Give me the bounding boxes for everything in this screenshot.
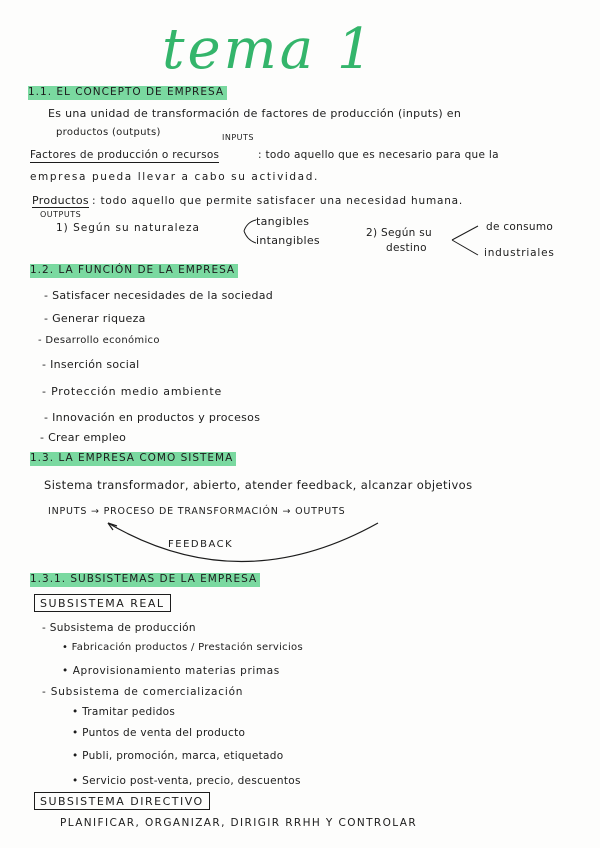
clasificacion-destino-2: destino xyxy=(386,242,427,254)
funcion-item: - Protección medio ambiente xyxy=(42,385,223,398)
section-heading-1-3-1: 1.3.1. SUBSISTEMAS DE LA EMPRESA xyxy=(30,573,260,587)
productos-definition: : todo aquello que permite satisfacer una necesidad humana. xyxy=(92,195,464,207)
productos-term: Productos xyxy=(32,194,89,207)
comercializacion-item: • Servicio post-venta, precio, descuentos xyxy=(72,775,301,787)
produccion-item: • Aprovisionamiento materias primas xyxy=(62,665,280,677)
inputs-note: INPUTS xyxy=(222,133,254,142)
option-intangibles: intangibles xyxy=(256,234,320,247)
outputs-note: OUTPUTS xyxy=(40,210,82,219)
section-heading-1-3: 1.3. LA EMPRESA COMO SISTEMA xyxy=(30,452,236,466)
section-heading-1-2: 1.2. LA FUNCIÓN DE LA EMPRESA xyxy=(30,264,238,278)
definition-line-2: productos (outputs) xyxy=(56,127,161,138)
page-title: tema 1 xyxy=(162,17,376,82)
funcion-item: - Generar riqueza xyxy=(44,312,146,325)
funcion-item: - Inserción social xyxy=(42,358,140,371)
subsistema-directivo-box: SUBSISTEMA DIRECTIVO xyxy=(34,792,210,810)
produccion-item: • Fabricación productos / Prestación servicios xyxy=(62,642,303,653)
funcion-item: - Crear empleo xyxy=(40,431,127,444)
comercializacion-item: • Puntos de venta del producto xyxy=(72,727,246,739)
feedback-label: FEEDBACK xyxy=(168,539,234,550)
factores-term: Factores de producción o recursos xyxy=(30,149,220,161)
clasificacion-naturaleza: 1) Según su naturaleza xyxy=(56,222,200,234)
sistema-flow: INPUTS → PROCESO DE TRANSFORMACIÓN → OUTPUTS xyxy=(48,506,346,517)
funcion-item: - Innovación en productos y procesos xyxy=(44,411,261,424)
section-heading-1-1: 1.1. EL CONCEPTO DE EMPRESA xyxy=(28,86,227,100)
option-consumo: de consumo xyxy=(486,221,554,233)
comercializacion-item: • Publi, promoción, marca, etiquetado xyxy=(72,750,284,762)
option-tangibles: tangibles xyxy=(256,215,310,228)
directivo-text: PLANIFICAR, ORGANIZAR, DIRIGIR RRHH Y CONTROLAR xyxy=(60,817,418,829)
subsistema-comercializacion: - Subsistema de comercialización xyxy=(42,686,244,698)
factores-definition: : todo aquello que es necesario para que la xyxy=(258,149,499,161)
funcion-item: - Desarrollo económico xyxy=(38,335,160,346)
option-industriales: industriales xyxy=(484,247,555,259)
subsistema-real-box: SUBSISTEMA REAL xyxy=(34,594,171,612)
factores-definition-2: empresa pueda llevar a cabo su actividad. xyxy=(30,171,319,183)
comercializacion-item: • Tramitar pedidos xyxy=(72,706,176,718)
clasificacion-destino-1: 2) Según su xyxy=(366,227,432,239)
subsistema-produccion: - Subsistema de producción xyxy=(42,622,196,634)
funcion-item: - Satisfacer necesidades de la sociedad xyxy=(44,289,274,302)
definition-line-1: Es una unidad de transformación de factores de producción (inputs) en xyxy=(48,107,462,120)
sistema-description: Sistema transformador, abierto, atender feedback, alcanzar objetivos xyxy=(44,478,473,492)
